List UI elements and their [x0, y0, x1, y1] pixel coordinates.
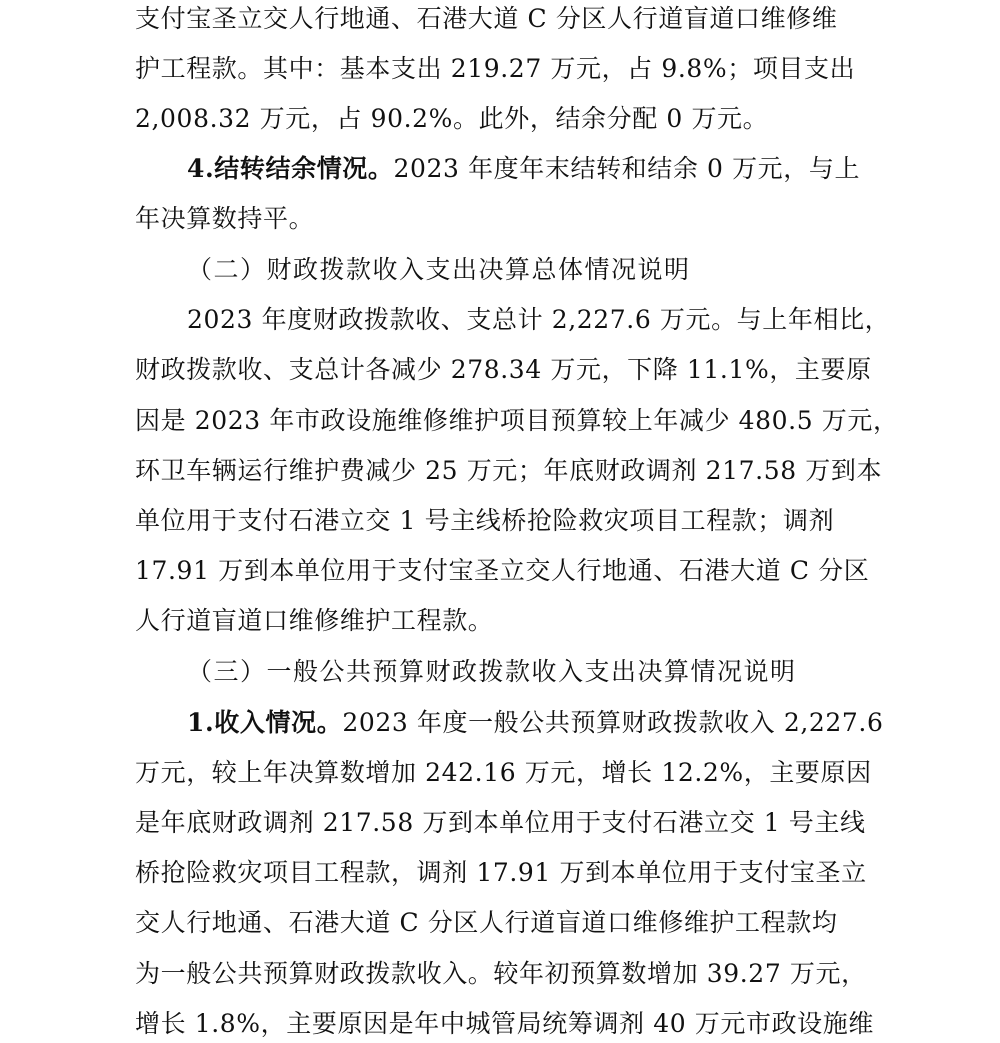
item4-text: 2023 年度年末结转和结余 0 万元，与上	[393, 154, 861, 183]
paragraph-line: 护工程款。其中：基本支出 219.27 万元，占 9.8%；项目支出	[135, 54, 856, 83]
paragraph-line: 是年底财政调剂 217.58 万到本单位用于支付石港立交 1 号主线	[135, 808, 866, 837]
paragraph-line: 支付宝圣立交人行地通、石港大道 C 分区人行道盲道口维修维	[135, 4, 838, 33]
paragraph-line: 增长 1.8%，主要原因是年中城管局统筹调剂 40 万元市政设施维	[135, 1009, 874, 1038]
paragraph-line: 桥抢险救灾项目工程款，调剂 17.91 万到本单位用于支付宝圣立	[135, 858, 867, 887]
paragraph-line: 年决算数持平。	[135, 204, 315, 233]
paragraph-line: 单位用于支付石港立交 1 号主线桥抢险救灾项目工程款；调剂	[135, 506, 835, 535]
paragraph-line: 为一般公共预算财政拨款收入。较年初预算数增加 39.27 万元，	[135, 959, 867, 988]
paragraph-line: 2023 年度财政拨款收、支总计 2,227.6 万元。与上年相比，	[187, 305, 891, 334]
paragraph-line: 2,008.32 万元，占 90.2%。此外，结余分配 0 万元。	[135, 104, 769, 133]
paragraph-line: 万元，较上年决算数增加 242.16 万元，增长 12.2%，主要原因	[135, 758, 872, 787]
paragraph-line: 人行道盲道口维修维护工程款。	[135, 606, 494, 635]
item4-line	[187, 152, 880, 186]
section3-item1-line	[187, 706, 884, 740]
item4-bold-lead: 4.结转结余情况。	[187, 154, 394, 183]
item1-bold-lead: 1.收入情况。	[187, 708, 343, 737]
paragraph-line: 环卫车辆运行维护费减少 25 万元；年底财政调剂 217.58 万到本	[135, 456, 883, 485]
paragraph-line: 交人行地通、石港大道 C 分区人行道盲道口维修维护工程款均	[135, 908, 838, 937]
paragraph-line: 17.91 万到本单位用于支付宝圣立交人行地通、石港大道 C 分区	[135, 556, 870, 585]
section2-heading: （二）财政拨款收入支出决算总体情况说明	[187, 255, 691, 284]
paragraph-line: 财政拨款收、支总计各减少 278.34 万元，下降 11.1%，主要原	[135, 355, 872, 384]
paragraph-line: 因是 2023 年市政设施维修维护项目预算较上年减少 480.5 万元，	[135, 406, 899, 435]
section3-heading: （三）一般公共预算财政拨款收入支出决算情况说明	[187, 657, 797, 686]
item1-text: 2023 年度一般公共预算财政拨款收入 2,227.6	[342, 708, 884, 737]
